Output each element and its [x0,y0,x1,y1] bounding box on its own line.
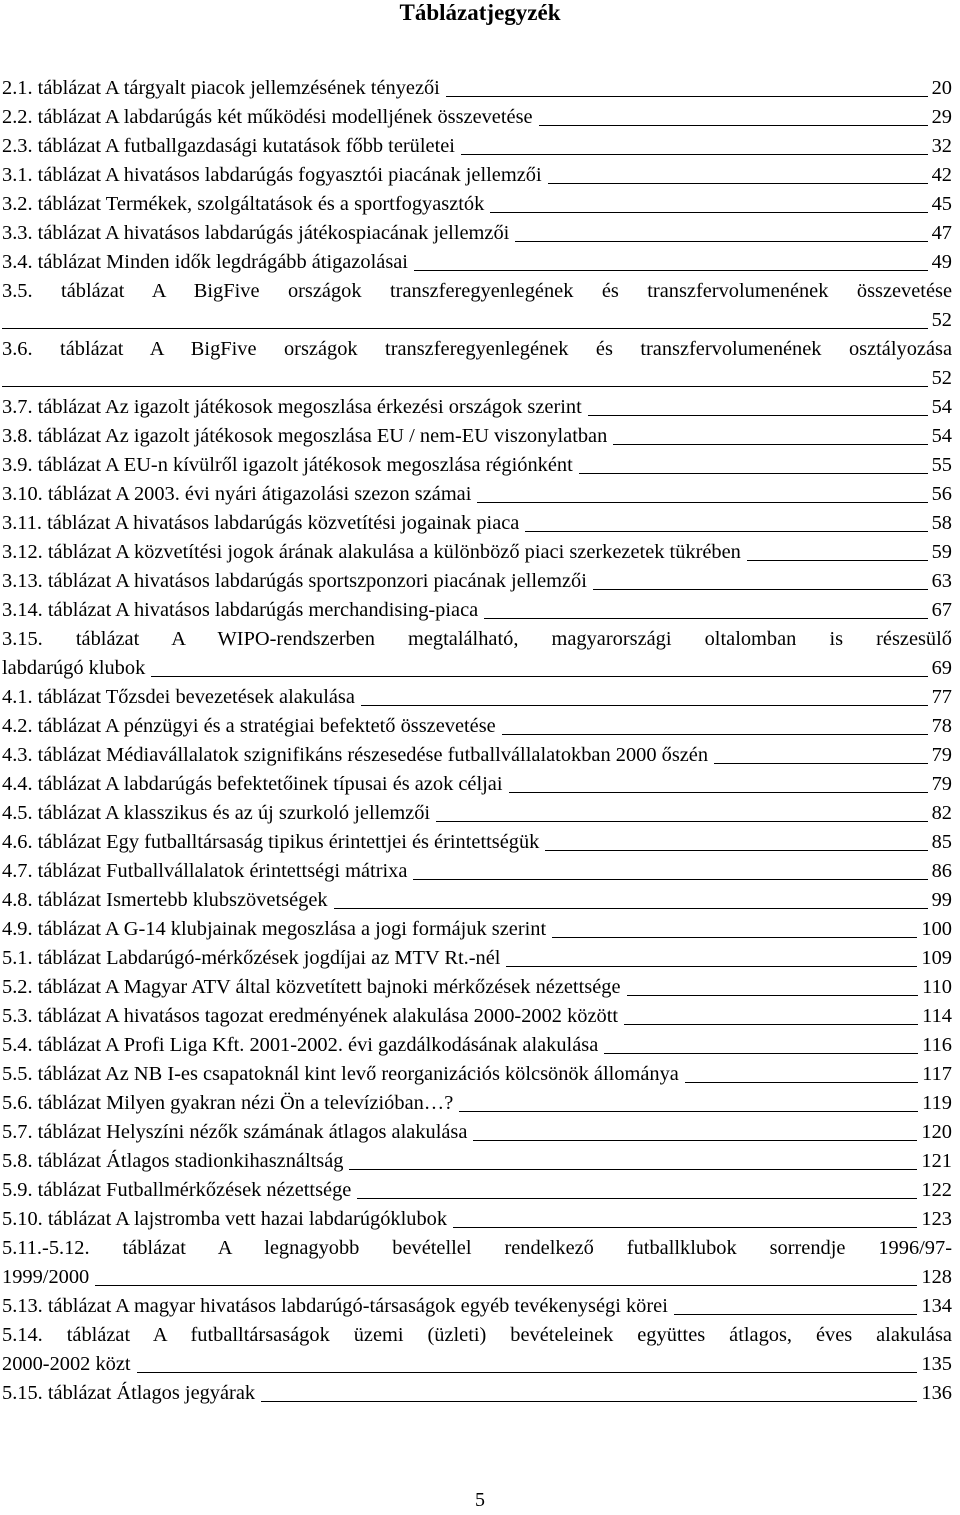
toc-entry[interactable] [2,828,952,857]
toc-entry-label: 3.8. táblázat Az igazolt játékosok megoszlása EU / nem-EU viszonylatban [2,425,608,447]
toc-entry-page: 47 [931,222,952,244]
toc-entry[interactable] [2,1321,952,1379]
toc-entry-page: 54 [931,425,952,447]
toc-entry-row [2,915,952,944]
toc-entry[interactable] [2,712,952,741]
toc-entry-row [2,1031,952,1060]
toc-entry-label: 5.4. táblázat A Profi Liga Kft. 2001-2002. évi gazdálkodásának alakulása [2,1034,599,1056]
toc-entry[interactable] [2,915,952,944]
toc-entry-page: 58 [931,512,952,534]
toc-entry-page: 136 [921,1382,952,1404]
toc-entry-label: 4.2. táblázat A pénzügyi és a stratégiai befektető összevetése [2,715,496,737]
toc-entry-page: 120 [921,1121,952,1143]
toc-leader-line [436,821,928,822]
toc-entry[interactable] [2,567,952,596]
toc-leader-line [490,212,927,213]
toc-entry-page: 82 [931,802,952,824]
toc-entry[interactable] [2,1089,952,1118]
toc-entry-page: 45 [931,193,952,215]
toc-entry[interactable] [2,1031,952,1060]
table-of-tables [2,74,952,1408]
toc-entry-page: 135 [921,1353,952,1375]
toc-entry[interactable] [2,248,952,277]
toc-leader-line [461,154,928,155]
toc-entry[interactable] [2,132,952,161]
toc-entry-page: 128 [921,1266,952,1288]
toc-entry-label: 5.8. táblázat Átlagos stadionkihasználtság [2,1150,344,1172]
toc-leader-line [477,502,927,503]
toc-entry-row [2,1118,952,1147]
toc-entry-label: 4.6. táblázat Egy futballtársaság tipikus érintettjei és érintettségük [2,831,540,853]
toc-entry[interactable] [2,1118,952,1147]
toc-entry-label: 3.7. táblázat Az igazolt játékosok megoszlása érkezési országok szerint [2,396,582,418]
toc-entry-page: 114 [922,1005,952,1027]
toc-entry[interactable] [2,1002,952,1031]
toc-entry-row [2,944,952,973]
toc-leader-line [685,1082,918,1083]
toc-leader-line [334,908,928,909]
toc-entry[interactable] [2,770,952,799]
toc-leader-line [349,1169,917,1170]
toc-entry-label-line1: 3.5. táblázat A BigFive országok transzferegyenlegének és transzfervolumenének összevetése [2,280,952,302]
toc-entry[interactable] [2,335,952,393]
toc-entry-row [2,886,952,915]
toc-entry[interactable] [2,625,952,683]
toc-entry-label: 4.3. táblázat Médiavállalatok szignifikáns részesedése futballvállalatokban 2000 őszén [2,744,709,766]
toc-entry-label: 5.13. táblázat A magyar hivatásos labdarúgó-társaságok egyéb tevékenységi körei [2,1295,668,1317]
toc-entry[interactable] [2,161,952,190]
toc-entry-label: 2000-2002 közt [2,1353,131,1375]
toc-entry[interactable] [2,277,952,335]
toc-entry-row [2,1292,952,1321]
toc-entry-label: 5.3. táblázat A hivatásos tagozat eredményének alakulása 2000-2002 között [2,1005,619,1027]
toc-entry[interactable] [2,74,952,103]
toc-entry-label: 3.3. táblázat A hivatásos labdarúgás játékospiacának jellemzői [2,222,510,244]
toc-entry-row [2,741,952,770]
toc-entry-row [2,1147,952,1176]
toc-entry-page: 78 [931,715,952,737]
toc-entry-page: 109 [921,947,952,969]
toc-entry-label: 5.9. táblázat Futballmérkőzések nézettsége [2,1179,352,1201]
toc-entry[interactable] [2,799,952,828]
toc-entry[interactable] [2,886,952,915]
toc-entry[interactable] [2,103,952,132]
toc-entry[interactable] [2,509,952,538]
toc-entry-page: 122 [921,1179,952,1201]
toc-entry-page: 32 [931,135,952,157]
toc-leader-line [413,879,927,880]
toc-entry-row [2,857,952,886]
toc-entry-row [2,190,952,219]
toc-entry-label: 5.10. táblázat A lajstromba vett hazai labdarúgóklubok [2,1208,448,1230]
page-title: Táblázatjegyzék [399,0,561,25]
toc-leader-line [502,734,928,735]
toc-entry[interactable] [2,480,952,509]
toc-entry-page: 121 [921,1150,952,1172]
toc-entry-label: 4.7. táblázat Futballvállalatok érintettségi mátrixa [2,860,408,882]
toc-entry[interactable] [2,393,952,422]
toc-entry-row [2,538,952,567]
toc-leader-line [515,241,927,242]
toc-leader-line [361,705,928,706]
toc-entry-page: 110 [922,976,952,998]
toc-leader-line [459,1111,918,1112]
toc-entry-label: 3.9. táblázat A EU-n kívülről igazolt játékosok megoszlása régiónként [2,454,573,476]
toc-entry-page: 86 [931,860,952,882]
toc-entry-page: 63 [931,570,952,592]
toc-leader-line [714,763,928,764]
toc-entry-row [2,364,952,393]
toc-entry-page: 49 [931,251,952,273]
toc-leader-line [151,676,927,677]
toc-entry-page: 79 [931,744,952,766]
toc-entry-row [2,103,952,132]
toc-entry-page: 69 [931,657,952,679]
toc-leader-line [484,618,927,619]
toc-leader-line [261,1401,917,1402]
toc-entry-row [2,1002,952,1031]
toc-entry[interactable] [2,1379,952,1408]
toc-leader-line [545,850,927,851]
toc-entry-row [2,596,952,625]
toc-entry-row [2,712,952,741]
toc-entry-page: 52 [931,309,952,331]
toc-entry-label-line1: 5.11.-5.12. táblázat A legnagyobb bevétellel rendelkező futballklubok sorrendje 1996/97- [2,1237,952,1259]
toc-entry-page: 100 [921,918,952,940]
toc-entry-row [2,567,952,596]
toc-leader-line [593,589,928,590]
toc-entry-row [2,1379,952,1408]
toc-entry-row [2,132,952,161]
toc-entry-row [2,1176,952,1205]
toc-entry[interactable] [2,422,952,451]
toc-entry-label: 4.9. táblázat A G-14 klubjainak megoszlása a jogi formájuk szerint [2,918,547,940]
toc-leader-line [137,1372,918,1373]
toc-entry-page: 29 [931,106,952,128]
toc-entry-page: 116 [922,1034,952,1056]
toc-entry-label: 3.2. táblázat Termékek, szolgáltatások és a sportfogyasztók [2,193,485,215]
toc-entry-label: 4.4. táblázat A labdarúgás befektetőinek típusai és azok céljai [2,773,503,795]
toc-entry[interactable] [2,741,952,770]
toc-entry-label: 5.15. táblázat Átlagos jegyárak [2,1382,256,1404]
toc-entry-page: 119 [922,1092,952,1114]
toc-entry[interactable] [2,219,952,248]
toc-entry-row [2,306,952,335]
toc-leader-line [509,792,928,793]
toc-entry-label: 2.2. táblázat A labdarúgás két működési modelljének összevetése [2,106,533,128]
toc-entry-page: 67 [931,599,952,621]
toc-entry-row [2,654,952,683]
toc-entry-label: labdarúgó klubok [2,657,146,679]
toc-leader-line [2,386,928,387]
toc-entry-page: 20 [931,77,952,99]
toc-leader-line [627,995,919,996]
toc-leader-line [604,1053,918,1054]
toc-entry-label: 2.1. táblázat A tárgyalt piacok jellemzésének tényezői [2,77,440,99]
toc-entry-page: 52 [931,367,952,389]
toc-entry-row [2,74,952,103]
toc-entry-label: 2.3. táblázat A futballgazdasági kutatások főbb területei [2,135,455,157]
toc-entry-row [2,1089,952,1118]
toc-leader-line [613,444,927,445]
toc-leader-line [552,937,917,938]
toc-leader-line [453,1227,917,1228]
toc-entry-row [2,799,952,828]
toc-entry-label: 5.1. táblázat Labdarúgó-mérkőzések jogdíjai az MTV Rt.-nél [2,947,501,969]
toc-entry-label-line1: 3.6. táblázat A BigFive országok transzferegyenlegének és transzfervolumenének osztályozása [2,338,952,360]
toc-leader-line [506,966,917,967]
toc-entry[interactable] [2,1205,952,1234]
toc-entry[interactable] [2,857,952,886]
toc-entry-label: 1999/2000 [2,1266,90,1288]
toc-entry-page: 77 [931,686,952,708]
toc-entry-page: 42 [931,164,952,186]
toc-leader-line [473,1140,917,1141]
toc-entry-row [2,973,952,1002]
toc-entry-row [2,1205,952,1234]
toc-entry-row [2,828,952,857]
toc-leader-line [674,1314,918,1315]
toc-entry[interactable] [2,190,952,219]
toc-entry-row [2,422,952,451]
toc-entry-label-line1: 3.15. táblázat A WIPO-rendszerben megtalálható, magyarországi oltalomban is részesülő [2,628,952,650]
toc-entry-page: 55 [931,454,952,476]
toc-leader-line [95,1285,917,1286]
toc-entry[interactable] [2,538,952,567]
toc-leader-line [539,125,928,126]
toc-entry-label: 3.4. táblázat Minden idők legdrágább átigazolásai [2,251,408,273]
toc-entry-row [2,248,952,277]
toc-entry-row [2,1350,952,1379]
toc-entry-page: 123 [921,1208,952,1230]
toc-entry-label: 3.1. táblázat A hivatásos labdarúgás fogyasztói piacának jellemzői [2,164,542,186]
toc-entry-label: 4.8. táblázat Ismertebb klubszövetségek [2,889,328,911]
toc-entry[interactable] [2,683,952,712]
toc-entry-row [2,1263,952,1292]
toc-leader-line [2,328,928,329]
toc-entry-page: 79 [931,773,952,795]
toc-entry-row [2,509,952,538]
toc-leader-line [588,415,928,416]
toc-entry[interactable] [2,1060,952,1089]
toc-entry[interactable] [2,944,952,973]
toc-entry-page: 117 [922,1063,952,1085]
toc-entry[interactable] [2,596,952,625]
toc-entry-label: 3.10. táblázat A 2003. évi nyári átigazolási szezon számai [2,483,472,505]
toc-entry-row [2,393,952,422]
toc-leader-line [548,183,928,184]
toc-entry-label: 3.12. táblázat A közvetítési jogok árának alakulása a különböző piaci szerkezetek tükrében [2,541,741,563]
toc-leader-line [747,560,928,561]
toc-leader-line [624,1024,918,1025]
toc-entry-page: 99 [931,889,952,911]
toc-entry[interactable] [2,451,952,480]
toc-entry[interactable] [2,973,952,1002]
toc-leader-line [414,270,928,271]
toc-leader-line [525,531,927,532]
toc-entry-label: 3.14. táblázat A hivatásos labdarúgás merchandising-piaca [2,599,479,621]
toc-entry[interactable] [2,1234,952,1292]
toc-leader-line [579,473,928,474]
toc-entry-row [2,480,952,509]
toc-entry-page: 134 [921,1295,952,1317]
toc-entry-row [2,161,952,190]
toc-entry-page: 85 [931,831,952,853]
toc-entry-label: 4.1. táblázat Tőzsdei bevezetések alakulása [2,686,355,708]
toc-entry[interactable] [2,1176,952,1205]
toc-entry-page: 59 [931,541,952,563]
toc-entry-label: 5.5. táblázat Az NB I-es csapatoknál kint levő reorganizációs kölcsönök állománya [2,1063,679,1085]
toc-entry-page: 54 [931,396,952,418]
toc-entry-label: 5.7. táblázat Helyszíni nézők számának átlagos alakulása [2,1121,468,1143]
toc-entry-label: 5.2. táblázat A Magyar ATV által közvetített bajnoki mérkőzések nézettsége [2,976,621,998]
toc-leader-line [446,96,928,97]
page-number: 5 [475,1489,485,1511]
toc-entry-label: 5.6. táblázat Milyen gyakran nézi Ön a televízióban…? [2,1092,454,1114]
toc-entry-row [2,1060,952,1089]
toc-entry-label: 3.13. táblázat A hivatásos labdarúgás sportszponzori piacának jellemzői [2,570,587,592]
toc-entry-label: 3.11. táblázat A hivatásos labdarúgás közvetítési jogainak piaca [2,512,520,534]
toc-entry-label-line1: 5.14. táblázat A futballtársaságok üzemi (üzleti) bevételeinek együttes átlagos, éves alakulása [2,1324,952,1346]
toc-leader-line [357,1198,917,1199]
toc-entry[interactable] [2,1147,952,1176]
toc-entry[interactable] [2,1292,952,1321]
toc-entry-label: 4.5. táblázat A klasszikus és az új szurkoló jellemzői [2,802,431,824]
toc-entry-row [2,219,952,248]
toc-entry-row [2,770,952,799]
toc-entry-row [2,683,952,712]
toc-entry-page: 56 [931,483,952,505]
toc-entry-row [2,451,952,480]
